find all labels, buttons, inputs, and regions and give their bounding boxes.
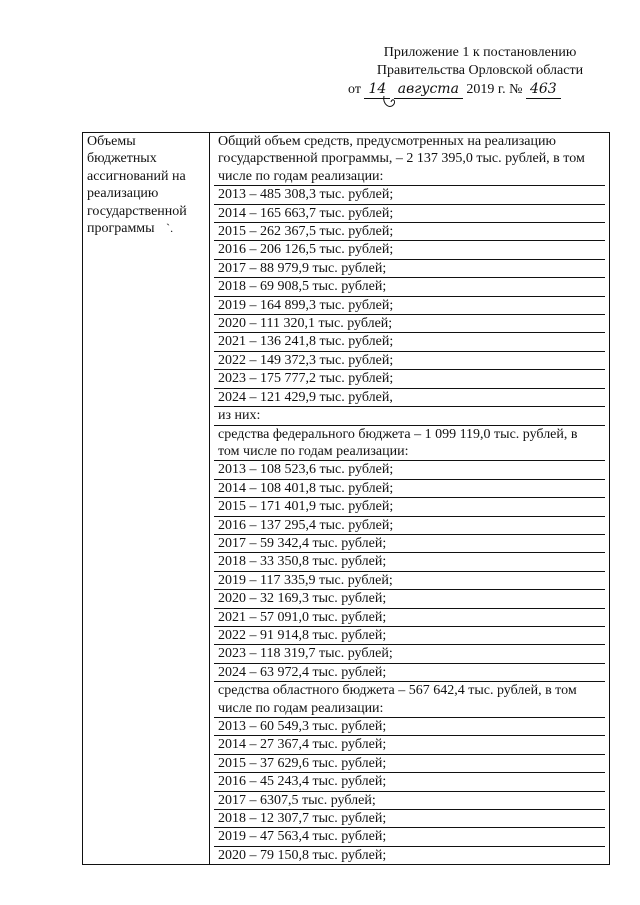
- table-row: 2018 – 69 908,5 тыс. рублей;: [214, 278, 605, 296]
- table-row: 2019 – 117 335,9 тыс. рублей;: [214, 572, 605, 590]
- table-row: 2021 – 136 241,8 тыс. рублей;: [214, 333, 605, 351]
- table-row: 2022 – 149 372,3 тыс. рублей;: [214, 352, 605, 370]
- date-month-handwritten: августа: [394, 80, 463, 99]
- table-row: 2018 – 33 350,8 тыс. рублей;: [214, 553, 605, 571]
- table-row: 2016 – 137 295,4 тыс. рублей;: [214, 517, 605, 535]
- table-row: 2023 – 118 319,7 тыс. рублей;: [214, 645, 605, 663]
- header-date-line: [330, 80, 630, 99]
- document-header: [330, 44, 630, 99]
- table-row: 2020 – 79 150,8 тыс. рублей;: [218, 847, 387, 863]
- table-row: 2017 – 88 979,9 тыс. рублей;: [214, 260, 605, 278]
- table-row: 2013 – 60 549,3 тыс. рублей;: [214, 718, 605, 736]
- table-row: 2020 – 111 320,1 тыс. рублей;: [214, 315, 605, 333]
- table-label-cell: [83, 133, 210, 865]
- table-row: 2019 – 164 899,3 тыс. рублей;: [214, 297, 605, 315]
- table-row: 2019 – 47 563,4 тыс. рублей;: [214, 828, 605, 846]
- table-row: 2015 – 37 629,6 тыс. рублей;: [214, 755, 605, 773]
- table-row: средства федерального бюджета – 1 099 119,0 тыс. рублей, в том числе по годам реализации:: [214, 426, 605, 462]
- header-line-2: Правительства Орловской области: [376, 63, 584, 78]
- handwritten-flourish-icon: [382, 94, 400, 110]
- stray-mark: `.: [166, 221, 174, 236]
- table-row: Общий объем средств, предусмотренных на реализацию государственной программы, – 2 137 395,0 тыс. рублей, в том числе по годам реализации:: [214, 133, 605, 186]
- date-day-handwritten: 14: [364, 80, 390, 99]
- table-row: 2020 – 32 169,3 тыс. рублей;: [214, 590, 605, 608]
- table-row: 2014 – 27 367,4 тыс. рублей;: [214, 736, 605, 754]
- table-row: 2022 – 91 914,8 тыс. рублей;: [214, 627, 605, 645]
- date-year: 2019 г. №: [466, 82, 523, 97]
- budget-table: [82, 132, 610, 865]
- date-prefix: от: [348, 82, 361, 97]
- table-row: 2021 – 57 091,0 тыс. рублей;: [214, 609, 605, 627]
- table-row: средства областного бюджета – 567 642,4 тыс. рублей, в том числе по годам реализации:: [214, 682, 605, 718]
- table-row: 2018 – 12 307,7 тыс. рублей;: [214, 810, 605, 828]
- table-values-cell: [210, 133, 610, 865]
- table-row: 2014 – 108 401,8 тыс. рублей;: [214, 480, 605, 498]
- table-row: 2013 – 108 523,6 тыс. рублей;: [214, 461, 605, 479]
- table-row: 2017 – 59 342,4 тыс. рублей;: [214, 535, 605, 553]
- table-row: 2024 – 63 972,4 тыс. рублей;: [214, 664, 605, 682]
- left-label: Объемы бюджетных ассигнований на реализацию государственной программы: [87, 134, 187, 237]
- table-row: 2015 – 262 367,5 тыс. рублей;: [214, 223, 605, 241]
- table-row: 2023 – 175 777,2 тыс. рублей;: [214, 370, 605, 388]
- table-row: 2014 – 165 663,7 тыс. рублей;: [214, 205, 605, 223]
- header-line-1: Приложение 1 к постановлению: [383, 45, 577, 60]
- table-row: 2015 – 171 401,9 тыс. рублей;: [214, 498, 605, 516]
- table-row: 2016 – 45 243,4 тыс. рублей;: [214, 773, 605, 791]
- table-row: 2013 – 485 308,3 тыс. рублей;: [214, 186, 605, 204]
- document-number-handwritten: 463: [526, 80, 561, 99]
- table-row: 2017 – 6307,5 тыс. рублей;: [214, 792, 605, 810]
- values-list: [214, 133, 605, 864]
- table-row: из них:: [214, 407, 605, 425]
- table-row: 2016 – 206 126,5 тыс. рублей;: [214, 241, 605, 259]
- table-row: 2024 – 121 429,9 тыс. рублей,: [214, 389, 605, 407]
